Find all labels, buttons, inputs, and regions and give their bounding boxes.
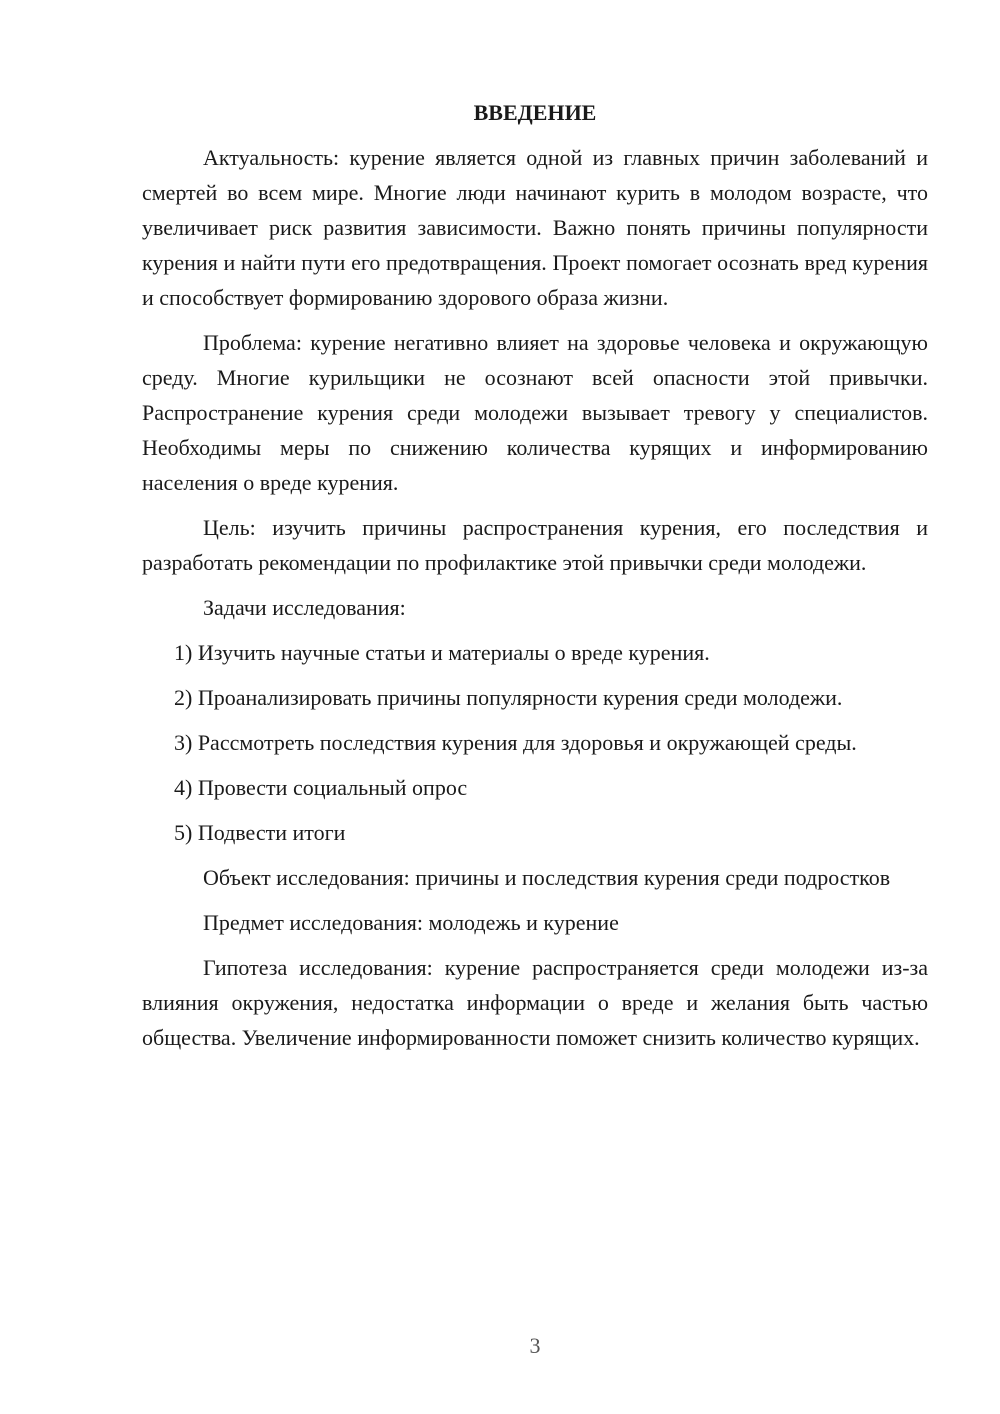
page-title: ВВЕДЕНИЕ	[473, 100, 597, 125]
page-number: 3	[529, 1333, 541, 1358]
task-item-1: 1) Изучить научные статьи и материалы о вреде курения.	[174, 640, 710, 665]
paragraph-relevance: Актуальность: курение является одной из главных причин заболеваний и смертей во всем мире. Многие люди начинают курить в молодом возрасте, что увеличивает риск развития зависимости. Важно понять причины популярности курения и найти пути его предотвращения. Проект помогает осознать вред курения и способствует формированию здорового образа жизни.	[142, 145, 928, 310]
page-content	[142, 95, 928, 1065]
task-item-3: 3) Рассмотреть последствия курения для здоровья и окружающей среды.	[174, 730, 857, 755]
paragraph-subject: Предмет исследования: молодежь и курение	[203, 910, 619, 935]
paragraph-object: Объект исследования: причины и последствия курения среди подростков	[203, 865, 891, 890]
paragraph-tasks-heading: Задачи исследования:	[203, 595, 406, 620]
paragraph-hypothesis: Гипотеза исследования: курение распространяется среди молодежи из-за влияния окружения, недостатка информации о вреде и желания быть частью общества. Увеличение информированности поможет снизить количество курящих.	[142, 955, 928, 1050]
paragraph-problem: Проблема: курение негативно влияет на здоровье человека и окружающую среду. Многие курильщики не осознают всей опасности этой привычки. Распространение курения среди молодежи вызывает тревогу у специалистов. Необходимы меры по снижению количества курящих и информированию населения о вреде курения.	[142, 330, 928, 495]
task-item-2: 2) Проанализировать причины популярности курения среди молодежи.	[174, 685, 843, 710]
task-item-5: 5) Подвести итоги	[174, 820, 346, 845]
task-item-4: 4) Провести социальный опрос	[174, 775, 468, 800]
paragraph-goal: Цель: изучить причины распространения курения, его последствия и разработать рекомендации по профилактике этой привычки среди молодежи.	[142, 515, 928, 575]
